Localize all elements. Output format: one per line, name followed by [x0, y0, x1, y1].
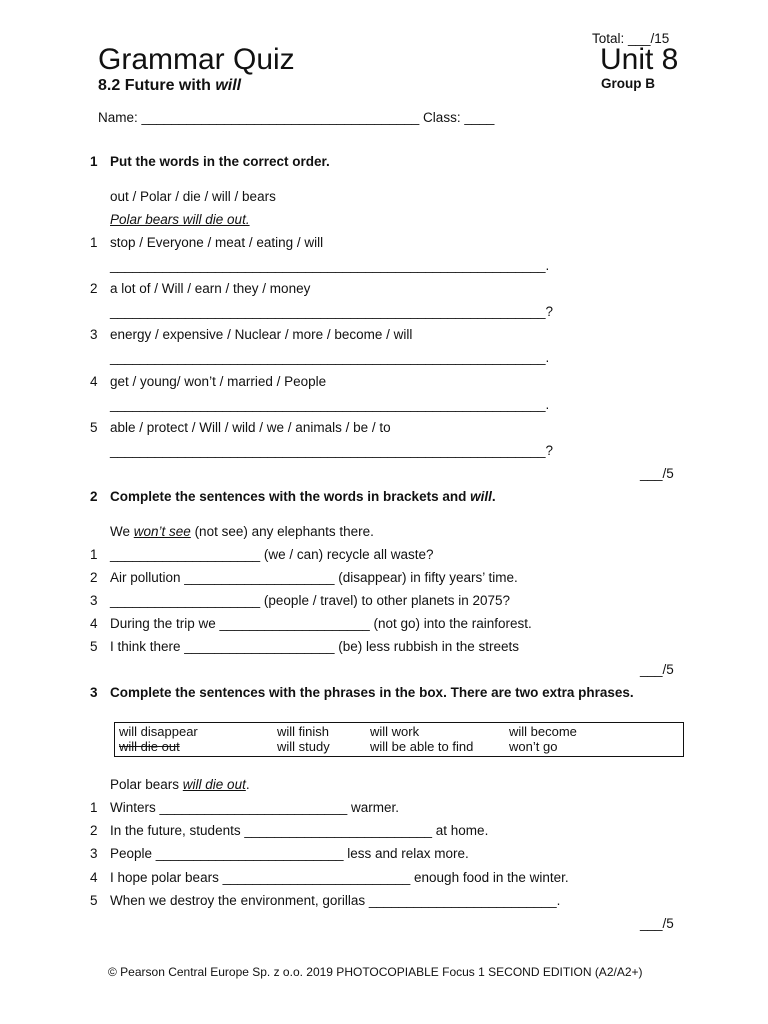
- ex1-answer-line[interactable]: __________________________________________________________.: [110, 350, 550, 365]
- example-answer: won’t see: [133, 524, 191, 539]
- group-label: Group B: [601, 76, 655, 91]
- instruction-emphasis: will: [470, 489, 492, 504]
- exercise-2-instruction: [110, 489, 496, 504]
- example-answer: will die out: [182, 777, 246, 792]
- ex2-item-text[interactable]: During the trip we ____________________ (not go) into the rainforest.: [110, 616, 532, 631]
- exercise-1-example-answer: Polar bears will die out.: [110, 212, 250, 227]
- page-title: Grammar Quiz: [98, 43, 295, 76]
- instruction-end: .: [491, 489, 496, 504]
- ex1-item-number: 5: [90, 420, 98, 435]
- page-subtitle: [98, 77, 241, 95]
- exercise-2-score: ___/5: [640, 662, 674, 677]
- total-score: Total: ___/15: [592, 31, 670, 46]
- name-class-line: Name: _____________________________________ Class: ____: [98, 110, 495, 125]
- example-start: Polar bears: [110, 777, 183, 792]
- ex1-answer-line[interactable]: __________________________________________________________?: [110, 443, 553, 458]
- ex2-item-number: 3: [90, 593, 98, 608]
- footer-copyright: © Pearson Central Europe Sp. z o.o. 2019 PHOTOCOPIABLE Focus 1 SECOND EDITION (A2/A2+): [108, 965, 643, 979]
- ex1-item-prompt: get / young/ won’t / married / People: [110, 374, 327, 389]
- exercise-3-example: [110, 777, 250, 792]
- phrase: will work: [370, 724, 420, 739]
- example-end: (not see) any elephants there.: [190, 524, 374, 539]
- ex2-item-number: 4: [90, 616, 98, 631]
- ex1-item-number: 2: [90, 281, 98, 296]
- phrase: will become: [509, 724, 577, 739]
- ex2-item-number: 2: [90, 570, 98, 585]
- example-start: We: [110, 524, 134, 539]
- ex3-item-text[interactable]: I hope polar bears _________________________ enough food in the winter.: [110, 870, 569, 885]
- ex3-item-number: 3: [90, 846, 98, 861]
- ex1-item-number: 1: [90, 235, 98, 250]
- ex2-item-number: 5: [90, 639, 98, 654]
- instruction-text: Complete the sentences with the words in brackets and: [110, 489, 471, 504]
- phrase-box: [114, 722, 684, 757]
- ex1-answer-line[interactable]: __________________________________________________________.: [110, 258, 550, 273]
- exercise-3-score: ___/5: [640, 916, 674, 931]
- exercise-3-number: 3: [90, 685, 98, 700]
- ex2-item-text[interactable]: ____________________ (people / travel) to other planets in 2075?: [110, 593, 511, 608]
- subtitle-emphasis: will: [215, 77, 242, 94]
- ex3-item-text[interactable]: Winters _________________________ warmer.: [110, 800, 399, 815]
- ex2-item-text[interactable]: ____________________ (we / can) recycle all waste?: [110, 547, 434, 562]
- exercise-2-example: [110, 524, 374, 539]
- phrase: will be able to find: [370, 739, 474, 754]
- ex1-item-number: 4: [90, 374, 98, 389]
- ex3-item-text[interactable]: When we destroy the environment, gorillas _________________________.: [110, 893, 561, 908]
- phrase: won’t go: [509, 739, 558, 754]
- ex2-item-number: 1: [90, 547, 98, 562]
- unit-label: Unit 8: [600, 43, 679, 76]
- ex1-item-prompt: stop / Everyone / meat / eating / will: [110, 235, 324, 250]
- ex3-item-number: 1: [90, 800, 98, 815]
- ex1-item-number: 3: [90, 327, 98, 342]
- example-end: .: [245, 777, 250, 792]
- phrase: will study: [277, 739, 330, 754]
- exercise-1-instruction: Put the words in the correct order.: [110, 154, 330, 169]
- phrase-struck: will die out: [119, 739, 180, 754]
- ex1-item-prompt: a lot of / Will / earn / they / money: [110, 281, 311, 296]
- ex3-item-text[interactable]: People _________________________ less and relax more.: [110, 846, 469, 861]
- ex1-item-prompt: energy / expensive / Nuclear / more / become / will: [110, 327, 413, 342]
- ex3-item-number: 2: [90, 823, 98, 838]
- ex3-item-number: 5: [90, 893, 98, 908]
- exercise-1-number: 1: [90, 154, 98, 169]
- ex3-item-number: 4: [90, 870, 98, 885]
- phrase: will disappear: [119, 724, 198, 739]
- exercise-1-example-prompt: out / Polar / die / will / bears: [110, 189, 276, 204]
- ex1-item-prompt: able / protect / Will / wild / we / animals / be / to: [110, 420, 391, 435]
- ex3-item-text[interactable]: In the future, students _________________________ at home.: [110, 823, 489, 838]
- subtitle-prefix: 8.2 Future with: [98, 77, 216, 94]
- ex1-answer-line[interactable]: __________________________________________________________.: [110, 397, 550, 412]
- exercise-2-number: 2: [90, 489, 98, 504]
- exercise-1-score: ___/5: [640, 466, 674, 481]
- phrase: will finish: [277, 724, 330, 739]
- ex2-item-text[interactable]: Air pollution ____________________ (disappear) in fifty years’ time.: [110, 570, 518, 585]
- ex2-item-text[interactable]: I think there ____________________ (be) less rubbish in the streets: [110, 639, 520, 654]
- ex1-answer-line[interactable]: __________________________________________________________?: [110, 304, 553, 319]
- exercise-3-instruction: Complete the sentences with the phrases in the box. There are two extra phrases.: [110, 685, 634, 700]
